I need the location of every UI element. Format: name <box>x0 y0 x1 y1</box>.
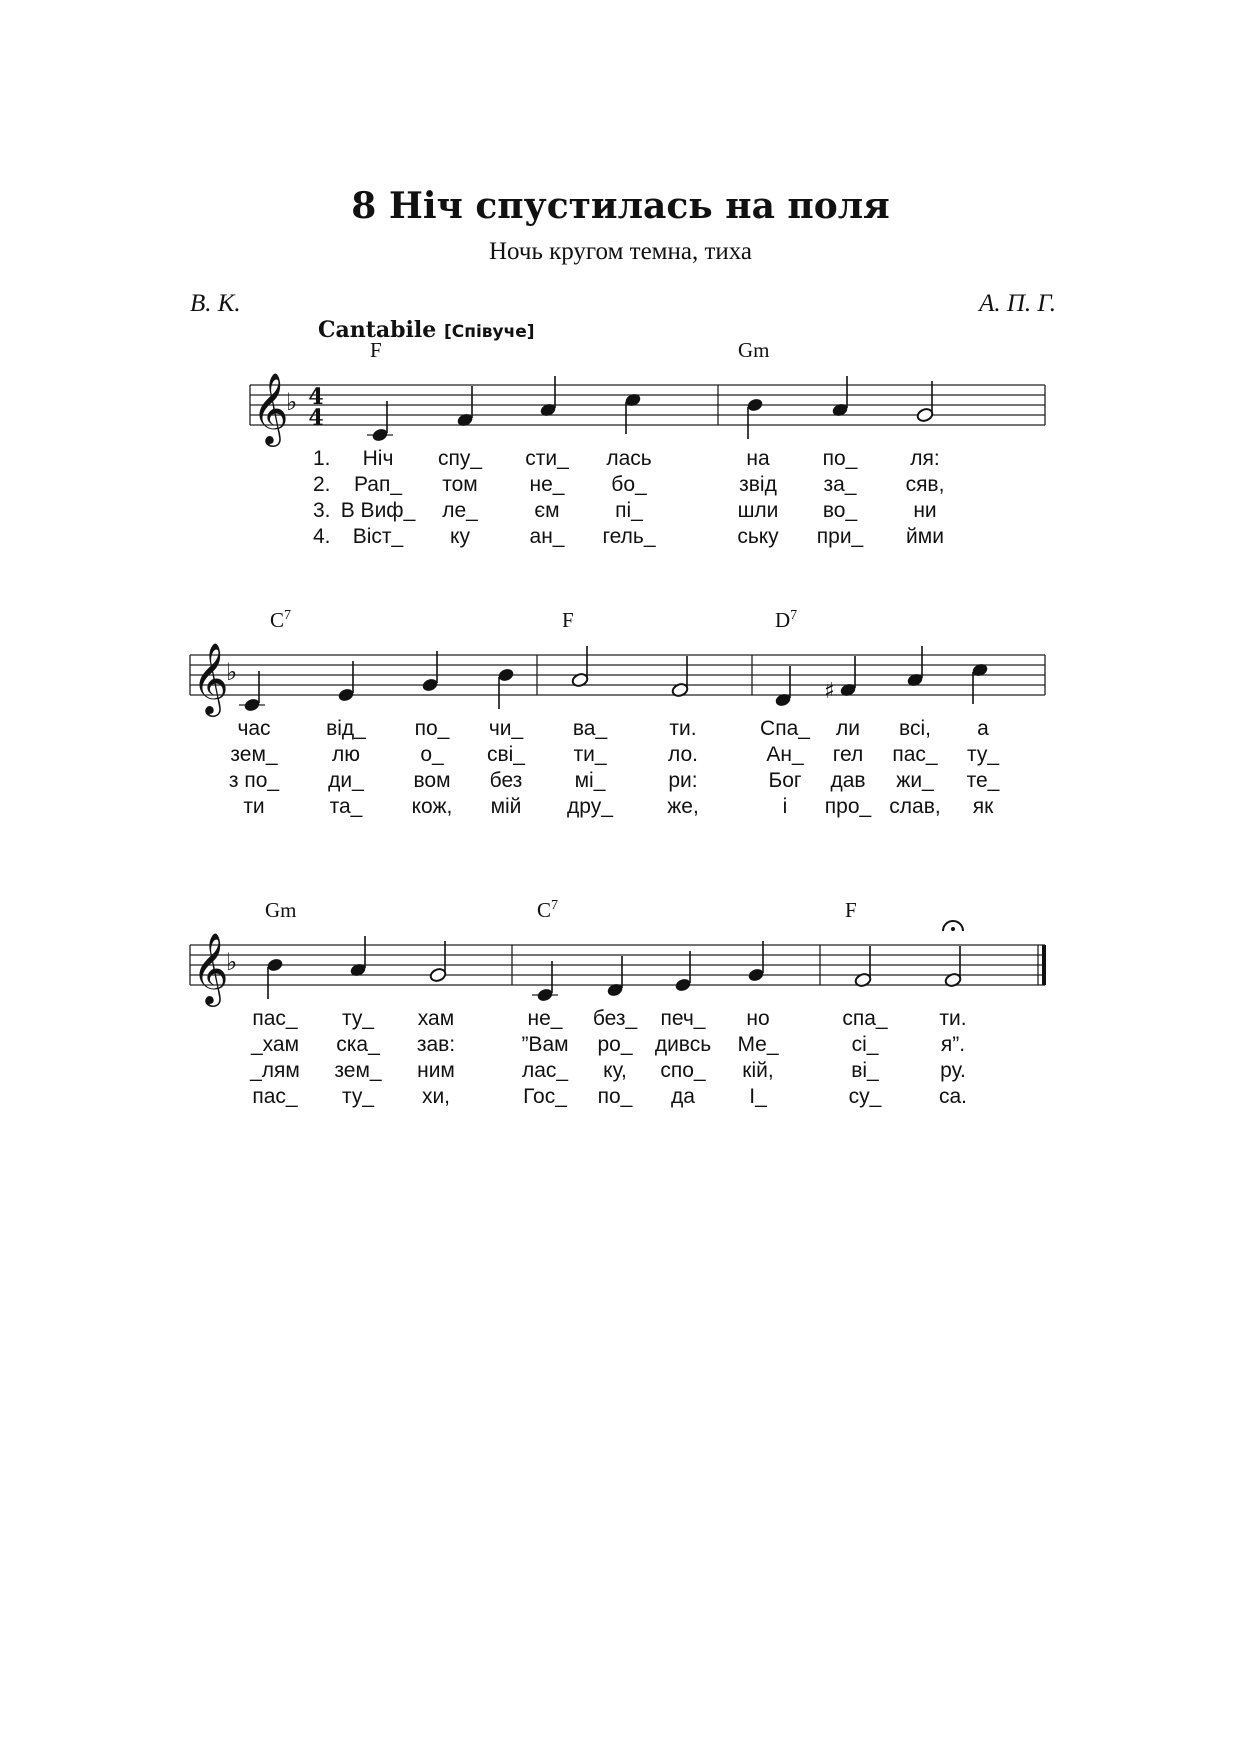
lyric-syllable: Бог <box>768 769 802 792</box>
lyric-syllable: за_ <box>823 473 857 496</box>
tempo-translation: [Співуче] <box>443 322 535 342</box>
lyric-syllable: ти. <box>669 717 697 740</box>
lyric-syllable: жи_ <box>896 769 934 792</box>
lyric-syllable: слав, <box>889 795 941 818</box>
chord-symbol: F <box>562 608 574 632</box>
lyric-syllable: сі_ <box>851 1033 879 1056</box>
lyric-syllable: без_ <box>592 1007 638 1030</box>
time-signature-bottom: 4 <box>308 405 324 431</box>
staff-system-2 <box>190 608 1045 818</box>
lyric-syllable: вом <box>413 769 451 792</box>
lyric-syllable: бо_ <box>611 473 647 496</box>
staff-system-3 <box>190 898 1046 1108</box>
lyric-syllable: ту_ <box>341 1007 375 1030</box>
lyric-syllable: а <box>977 717 989 740</box>
flat-icon: ♭ <box>286 388 298 416</box>
lyric-syllable: дру_ <box>567 795 613 818</box>
lyric-syllable: пас_ <box>252 1007 298 1030</box>
lyric-syllable: ти <box>243 795 265 818</box>
lyric-syllable: ку <box>450 525 470 548</box>
lyric-syllable: ло. <box>667 743 699 766</box>
lyric-syllable: пі_ <box>615 499 643 522</box>
lyric-syllable: я”. <box>940 1033 966 1056</box>
lyric-syllable: ни <box>913 499 937 522</box>
lyric-syllable: Ме_ <box>737 1033 779 1056</box>
lyric-syllable: дивсь <box>654 1033 712 1056</box>
lyric-syllable: ”Вам <box>521 1033 569 1056</box>
lyric-syllable: І_ <box>749 1085 767 1108</box>
lyric-syllable: гель_ <box>602 525 656 548</box>
lyric-syllable: зав: <box>416 1033 456 1056</box>
lyric-syllable: по_ <box>597 1085 633 1108</box>
lyric-syllable: ту_ <box>966 743 1000 766</box>
lyric-syllable: без <box>489 769 523 792</box>
chord-symbol: $D^7$ <box>775 608 798 632</box>
song-number: 8 <box>351 185 377 227</box>
lyric-syllable: да <box>671 1085 695 1108</box>
verse-number: 4. <box>313 525 331 548</box>
lyric-syllable: ним <box>417 1059 455 1082</box>
lyric-syllable: шли <box>737 499 779 522</box>
lyric-syllable: ля: <box>910 447 940 470</box>
lyric-syllable: Спа_ <box>760 717 810 740</box>
lyric-syllable: мі_ <box>574 769 606 792</box>
lyric-syllable: хам <box>417 1007 455 1030</box>
lyric-syllable: лю <box>331 743 361 766</box>
lyric-syllable: спа_ <box>842 1007 888 1030</box>
chord-symbol: $C^7$ <box>537 898 559 922</box>
lyric-syllable: лась <box>606 447 652 470</box>
lyric-syllable: том <box>442 473 478 496</box>
lyric-syllable: та_ <box>329 795 363 818</box>
lyric-syllable: Ніч <box>362 447 394 470</box>
lyric-syllable: чи_ <box>488 717 524 740</box>
lyric-syllable: час <box>237 717 271 740</box>
tempo-text: Cantabile <box>318 317 437 343</box>
chord-symbol: Gm <box>265 898 297 922</box>
lyric-syllable: спу_ <box>437 447 483 470</box>
lyric-syllable: ли <box>836 717 860 740</box>
lyric-syllable: єм <box>534 499 560 522</box>
lyric-syllable: _лям <box>250 1059 300 1082</box>
lyric-syllable: но <box>746 1007 770 1030</box>
flat-icon: ♭ <box>226 948 238 976</box>
lyric-syllable: як <box>972 795 994 818</box>
chord-symbol: F <box>845 898 857 922</box>
lyric-syllable: ти. <box>939 1007 967 1030</box>
lyric-syllable: звід <box>739 473 777 496</box>
lyric-syllable: кож, <box>411 795 453 818</box>
lyric-syllable: печ_ <box>660 1007 706 1030</box>
lyric-syllable: дав <box>830 769 866 792</box>
lyric-syllable: ську <box>737 525 779 548</box>
fermata-dot <box>951 927 955 931</box>
lyric-syllable: зем_ <box>334 1059 382 1082</box>
lyric-syllable: те_ <box>966 769 1000 792</box>
lyric-syllable: ку, <box>603 1059 627 1082</box>
lyric-syllable: при_ <box>816 525 864 548</box>
lyric-syllable: Гос_ <box>523 1085 567 1108</box>
lyric-syllable: Віст_ <box>352 525 404 548</box>
lyric-syllable: ві_ <box>851 1059 879 1082</box>
lyric-syllable: су_ <box>848 1085 882 1108</box>
flat-icon: ♭ <box>226 658 238 686</box>
lyric-syllable: ле_ <box>442 499 478 522</box>
lyric-syllable: з по_ <box>228 769 280 792</box>
lyric-syllable: Рап_ <box>353 473 403 496</box>
lyric-syllable: са. <box>938 1085 968 1108</box>
lyric-syllable: по_ <box>822 447 858 470</box>
verse-number: 1. <box>313 447 331 470</box>
verse-number: 3. <box>313 499 331 522</box>
chord-symbol: F <box>370 338 382 362</box>
lyric-syllable: про_ <box>824 795 872 818</box>
lyric-syllable: же, <box>667 795 699 818</box>
lyric-syllable: лас_ <box>521 1059 569 1082</box>
lyric-syllable: всі, <box>899 717 931 740</box>
chord-symbol: $C^7$ <box>270 608 292 632</box>
lyric-syllable: ру. <box>940 1059 966 1082</box>
lyric-syllable: о_ <box>420 743 444 766</box>
lyric-syllable: пас_ <box>892 743 938 766</box>
lyricist-credit: В. К. <box>190 290 241 317</box>
lyric-syllable: йми <box>906 525 944 548</box>
lyric-syllable: ва_ <box>572 717 608 740</box>
chord-symbol: Gm <box>738 338 770 362</box>
lyric-syllable: по_ <box>414 717 450 740</box>
lyric-syllable: ро_ <box>597 1033 633 1056</box>
lyric-syllable: від_ <box>326 717 366 740</box>
lyric-syllable: на <box>746 447 770 470</box>
verse-number: 2. <box>313 473 331 496</box>
lyric-syllable: ти_ <box>573 743 607 766</box>
lyric-syllable: ан_ <box>529 525 565 548</box>
lyric-syllable: не_ <box>527 1007 563 1030</box>
lyric-syllable: спо_ <box>660 1059 706 1082</box>
lyric-syllable: хи, <box>421 1085 451 1108</box>
composer-credit: А. П. Г. <box>979 290 1056 317</box>
lyric-syllable: ска_ <box>336 1033 380 1056</box>
lyric-syllable: кій, <box>742 1059 774 1082</box>
lyric-syllable: пас_ <box>252 1085 298 1108</box>
lyric-syllable: во_ <box>822 499 858 522</box>
lyric-syllable: ди_ <box>328 769 364 792</box>
staff-system-1 <box>250 338 1045 548</box>
lyric-syllable: не_ <box>529 473 565 496</box>
song-subtitle: Ночь кругом темна, тиха <box>488 238 753 265</box>
lyric-syllable: _хам <box>250 1033 300 1056</box>
song-title-text: Ніч спустилась на поля <box>388 185 890 227</box>
time-signature-top: 4 <box>308 384 324 410</box>
lyric-syllable: В Виф_ <box>340 499 416 522</box>
lyric-syllable: мій <box>490 795 522 818</box>
lyric-syllable: сві_ <box>486 743 526 766</box>
lyric-syllable: зем_ <box>230 743 278 766</box>
lyric-syllable: і <box>782 795 788 818</box>
lyric-syllable: сяв, <box>905 473 945 496</box>
lyric-syllable: Ан_ <box>766 743 804 766</box>
treble-clef-icon: 𝄞 <box>192 931 229 1004</box>
lyric-syllable: ри: <box>668 769 698 792</box>
lyric-syllable: гел <box>832 743 864 766</box>
lyric-syllable: сти_ <box>525 447 569 470</box>
final-barline-thick <box>1042 945 1046 985</box>
treble-clef-icon: 𝄞 <box>252 371 289 444</box>
treble-clef-icon: 𝄞 <box>192 641 229 714</box>
sharp-icon: ♯ <box>824 679 835 704</box>
lyric-syllable: ту_ <box>341 1085 375 1108</box>
